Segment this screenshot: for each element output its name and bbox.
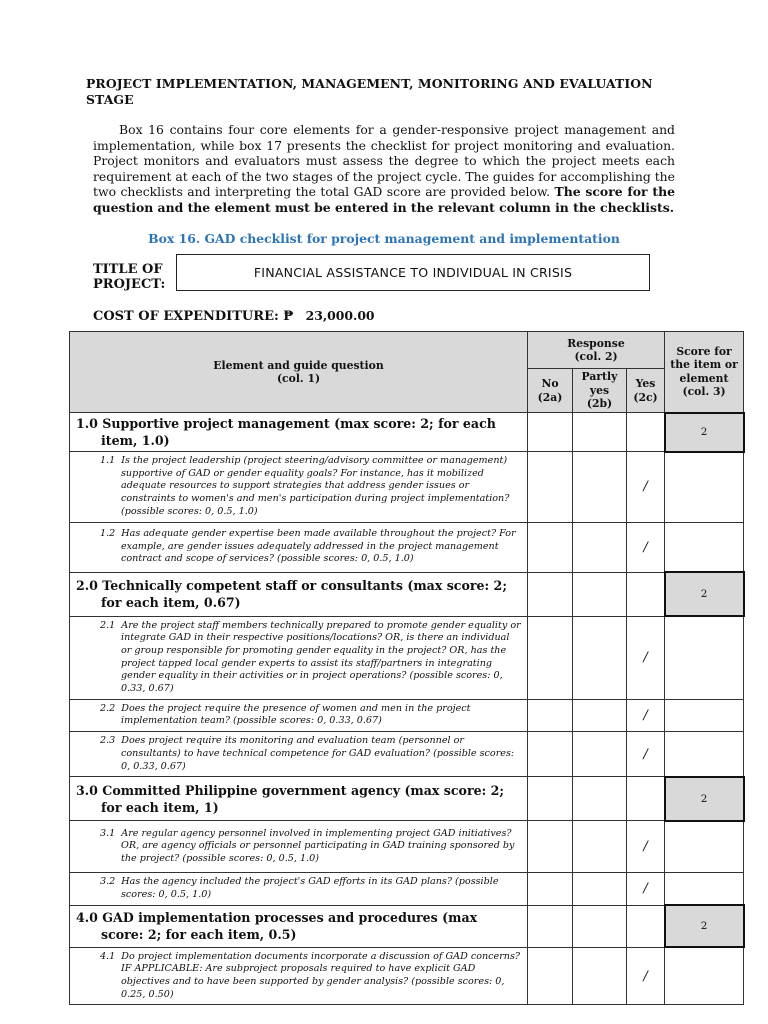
section-title-text: 3.0 Committed Philippine government agency (max score: 2; for each item, 1) — [76, 782, 505, 815]
yes-cell: / — [627, 616, 665, 699]
section-row — [70, 777, 744, 821]
item-score-cell — [665, 699, 744, 731]
cost-value: 23,000.00 — [305, 308, 375, 323]
response-cell — [627, 572, 665, 616]
question-body: Has adequate gender expertise been made available throughout the project? For example, are gender issues adequately addressed in the project management contract and scope of services? (possible scores: 0, 0.5, 1.0) — [121, 527, 516, 565]
intro-bold-text: The score for the question and the element must be entered in the relevant column in the checklists. — [93, 184, 675, 215]
question-row — [70, 732, 744, 777]
question-text — [100, 876, 521, 901]
question-text — [100, 735, 521, 773]
section-title — [70, 413, 528, 452]
title-label: TITLE OF PROJECT: — [93, 262, 166, 292]
response-cell — [573, 905, 627, 947]
partly-yes-header: Partly yes (2b) — [573, 369, 627, 413]
question-text-cell — [70, 522, 528, 572]
partly-yes-cell — [573, 947, 627, 1005]
question-body: Do project implementation documents incorporate a discussion of GAD concerns? IF APPLICABLE: Are subproject proposals required to have explicit GAD objectives and to have been supported by gender analysis? (possible scores: 0, 0.25, 0.50) — [121, 950, 521, 1000]
item-score-cell — [665, 616, 744, 699]
question-body: Does the project require the presence of women and men in the project implementation team? (possible scores: 0, 0.33, 0.67) — [121, 702, 471, 727]
col1-header: Element and guide question (col. 1) — [70, 332, 528, 413]
question-number: 2.2 — [100, 702, 116, 714]
partly-yes-cell — [573, 873, 627, 905]
box-caption: Box 16. GAD checklist for project management and implementation — [148, 231, 620, 246]
question-text-cell — [70, 616, 528, 699]
no-cell — [528, 732, 573, 777]
yes-cell: / — [627, 452, 665, 523]
section-title-text: 4.0 GAD implementation processes and procedures (max score: 2; for each item, 0.5) — [76, 910, 478, 943]
score-cell: 2 — [665, 905, 744, 947]
intro-paragraph — [93, 122, 675, 216]
no-cell — [528, 452, 573, 523]
response-cell — [528, 413, 573, 452]
section-title — [70, 572, 528, 616]
score-cell: 2 — [665, 572, 744, 616]
intro-text: Box 16 contains four core elements for a gender-responsive project management and implementation, while box 17 presents the checklist for project monitoring and evaluation. Project monitors and evaluators must assess the degree to which the project meets each requirement at each of the two stages of the project cycle. The guides for accomplishing the two checklists and interpreting the total GAD score are provided below. — [93, 122, 675, 200]
no-cell — [528, 522, 573, 572]
section-row — [70, 572, 744, 616]
yes-cell: / — [627, 732, 665, 777]
response-cell — [573, 572, 627, 616]
partly-yes-cell — [573, 821, 627, 873]
gad-checklist-table — [69, 331, 745, 1005]
response-cell — [528, 572, 573, 616]
yes-cell: / — [627, 947, 665, 1005]
question-text — [100, 703, 521, 728]
question-text — [100, 455, 521, 519]
question-number: 2.3 — [100, 735, 116, 747]
partly-yes-cell — [573, 699, 627, 731]
question-text-cell — [70, 947, 528, 1005]
response-header: Response (col. 2) — [528, 332, 665, 369]
no-cell — [528, 821, 573, 873]
question-row — [70, 522, 744, 572]
item-score-cell — [665, 452, 744, 523]
yes-header: Yes (2c) — [627, 369, 665, 413]
question-text-cell — [70, 699, 528, 731]
question-number: 3.2 — [100, 876, 116, 888]
section-title — [70, 905, 528, 947]
question-row — [70, 699, 744, 731]
section-title-text: 1.0 Supportive project management (max score: 2; for each item, 1.0) — [76, 416, 496, 448]
question-text — [100, 951, 521, 1002]
section-title — [70, 777, 528, 821]
yes-cell: / — [627, 873, 665, 905]
partly-yes-cell — [573, 616, 627, 699]
section-row — [70, 413, 744, 452]
response-cell — [573, 413, 627, 452]
question-number: 3.1 — [100, 827, 116, 839]
item-score-cell — [665, 522, 744, 572]
question-text — [100, 828, 521, 866]
question-row — [70, 821, 744, 873]
question-row — [70, 873, 744, 905]
question-number: 4.1 — [100, 950, 116, 962]
response-cell — [627, 777, 665, 821]
question-number: 1.2 — [100, 527, 116, 539]
yes-cell: / — [627, 699, 665, 731]
question-row — [70, 452, 744, 523]
question-text-cell — [70, 873, 528, 905]
question-text — [100, 528, 521, 566]
section-heading: PROJECT IMPLEMENTATION, MANAGEMENT, MONITORING AND EVALUATION STAGE — [86, 76, 653, 107]
project-title-field — [176, 254, 650, 291]
response-cell — [573, 777, 627, 821]
no-cell — [528, 699, 573, 731]
item-score-cell — [665, 732, 744, 777]
yes-cell: / — [627, 821, 665, 873]
score-header: Score for the item or element (col. 3) — [665, 332, 744, 413]
item-score-cell — [665, 821, 744, 873]
question-body: Are regular agency personnel involved in implementing project GAD initiatives? OR, are agency officials or personnel participating in GAD training sponsored by the project? (possible scores: 0, 0.5, 1.0) — [121, 827, 515, 865]
no-header: No (2a) — [528, 369, 573, 413]
project-title: FINANCIAL ASSISTANCE TO INDIVIDUAL IN CRISIS — [253, 265, 573, 280]
cost-line — [93, 308, 375, 324]
response-cell — [528, 905, 573, 947]
question-number: 1.1 — [100, 455, 116, 466]
response-cell — [528, 777, 573, 821]
response-cell — [627, 413, 665, 452]
yes-cell: / — [627, 522, 665, 572]
no-cell — [528, 873, 573, 905]
question-body: Has the agency included the project's GAD efforts in its GAD plans? (possible scores: 0, 0.5, 1.0) — [121, 876, 499, 900]
question-number: 2.1 — [100, 619, 116, 631]
question-body: Is the project leadership (project steering/advisory committee or management) supportive of GAD or gender equality goals? For instance, has it mobilized adequate resources to support strategies that address gender issues or constraints to women's and men's participation during project implementation? (possible scores: 0, 0.5, 1.0) — [121, 455, 510, 517]
section-title-text: 2.0 Technically competent staff or consultants (max score: 2; for each item, 0.67) — [76, 578, 507, 611]
question-text-cell — [70, 732, 528, 777]
response-cell — [627, 905, 665, 947]
score-cell: 2 — [665, 413, 744, 452]
item-score-cell — [665, 947, 744, 1005]
no-cell — [528, 947, 573, 1005]
partly-yes-cell — [573, 732, 627, 777]
question-body: Does project require its monitoring and evaluation team (personnel or consultants) to have technical competence for GAD evaluation? (possible scores: 0, 0.33, 0.67) — [121, 735, 515, 772]
no-cell — [528, 616, 573, 699]
score-cell: 2 — [665, 777, 744, 821]
item-score-cell — [665, 873, 744, 905]
question-text-cell — [70, 452, 528, 523]
partly-yes-cell — [573, 522, 627, 572]
question-row — [70, 947, 744, 1005]
section-row — [70, 905, 744, 947]
question-row — [70, 616, 744, 699]
question-text-cell — [70, 821, 528, 873]
question-body: Are the project staff members technically prepared to promote gender equality or integrate GAD in their respective positions/locations? OR, is there an individual or group responsible for promoting gender equality in the project? OR, has the project tapped local gender experts to assist its staff/partners in integrating gender equality in their activities or in project operations? (possible scores: 0, 0.33, 0.67) — [121, 619, 521, 695]
question-text — [100, 620, 521, 696]
cost-label: COST OF EXPENDITURE: ₱ — [93, 309, 294, 324]
partly-yes-cell — [573, 452, 627, 523]
